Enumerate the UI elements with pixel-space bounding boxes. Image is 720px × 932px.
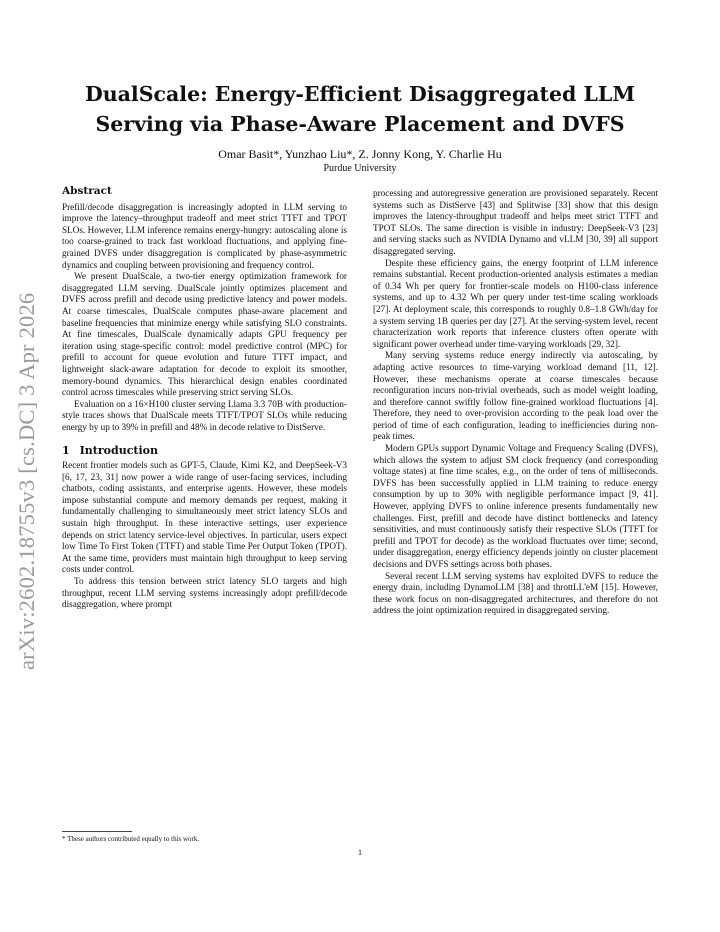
affiliation: Purdue University (323, 163, 397, 174)
section-heading-introduction (62, 445, 347, 457)
body-paragraph: To address this tension between strict latency SLO targets and high throughput, recent LLM serving systems increasingly adopt prefill/decode disaggregation, where prompt (62, 576, 347, 610)
body-paragraph: Modern GPUs support Dynamic Voltage and Frequency Scaling (DVFS), which allows the system to adjust SM clock frequency (and corresponding voltage states) at fine time scales, e.g., on the order of tens of milliseconds. DVFS has been successfully applied in LLM training to reduce energy consumption by up to 30% with negligible performance impact [9, 41]. However, applying DVFS to online inference presents fundamentally new challenges. First, prefill and decode have distinct bottlenecks and latency sensitivities, and must continuously satisfy their respective SLOs (TTFT for prefill and TPOT for decode) as the workload fluctuates over time; second, under disaggregation, energy efficiency depends jointly on cluster placement decisions and DVFS settings across both phases. (373, 443, 658, 569)
section-title: Introduction (79, 444, 158, 458)
abstract-paragraph: Prefill/decode disaggregation is increasingly adopted in LLM serving to improve the latency–throughput tradeoff and meet strict TTFT and TPOT SLOs. However, LLM inference remains energy-hungry: autoscaling alone is too coarse-grained to track fast workload fluctuations, and applying fine-grained DVFS under disaggregation is complicated by phase-asymmetric dynamics and coupling between provisioning and frequency control. (62, 201, 347, 270)
abstract-heading: Abstract (62, 185, 112, 197)
abstract-paragraph: We present DualScale, a two-tier energy optimization framework for disaggregated LLM serving. DualScale jointly optimizes placement and DVFS across prefill and decode using predictive latency and power models. At coarse timescales, DualScale computes phase-aware placement and baseline frequencies that minimize energy while satisfying SLO constraints. At fine timescales, DualScale dynamically adapts GPU frequency per iteration using stage-specific control: model predictive control (MPC) for prefill to account for queue evolution and future TTFT impact, and lightweight slack-aware adaptation for decode to exploit its smoother, memory-bound dynamics. This hierarchical design enables coordinated control across timescales while preserving strict serving SLOs. (62, 271, 347, 398)
abstract-paragraph: Evaluation on a 16×H100 cluster serving Llama 3.3 70B with production-style traces shows that DualScale meets TTFT/TPOT SLOs while reducing energy by up to 39% in prefill and 48% in decode relative to DistServe. (62, 398, 347, 432)
author-list: Omar Basit*, Yunzhao Liu*, Z. Jonny Kong, Y. Charlie Hu (218, 147, 502, 161)
body-paragraph: Many serving systems reduce energy indirectly via autoscaling, by adapting active resources to time-varying workload demand [11, 12]. However, these mechanisms operate at coarse timescales because reconfiguration incurs non-trivial overheads, such as model weight loading, and therefore cannot swiftly follow fine-grained workload fluctuations [4]. Therefore, they need to over-provision according to the peak load over the period of time of each configuration, leading to inefficiencies during non-peak times. (373, 350, 658, 442)
section-number: 1 (62, 444, 70, 458)
left-column (62, 186, 347, 611)
footnote-divider (62, 831, 132, 832)
paper-title: DualScale: Energy-Efficient Disaggregated LLM Serving via Phase-Aware Placement and DVFS (84, 82, 636, 136)
page-number: 1 (358, 848, 362, 857)
body-paragraph: processing and autoregressive generation are provisioned separately. Recent systems such as DistServe [43] and Splitwise [33] show that this design improves the latency-throughput tradeoff and helps meet strict TTFT and TPOT SLOs. The same direction is visible in industry: DeepSeek-V3 [23] and serving stacks such as NVIDIA Dynamo and vLLM [30, 39] all support disaggregated serving. (373, 188, 658, 256)
footnote: * These authors contributed equally to this work. (62, 835, 200, 843)
body-paragraph: Recent frontier models such as GPT-5, Claude, Kimi K2, and DeepSeek-V3 [6, 17, 23, 31] now power a wide range of user-facing services, including chatbots, coding assistants, and enterprise agents. However, these models impose substantial compute and memory demands per request, making it fundamentally challenging to simultaneously meet strict latency SLOs and sustain high throughput. In these interactive settings, user experience depends on strict latency service-level objectives. In particular, users expect low Time To First Token (TTFT) and stable Time Per Output Token (TPOT). At the same time, providers must maintain high throughput to keep serving costs under control. (62, 460, 347, 575)
right-column (373, 188, 658, 617)
body-paragraph: Several recent LLM serving systems hav exploited DVFS to reduce the energy drain, including DynamoLLM [38] and throttLL'eM [15]. However, these work focus on non-disaggregated architectures, and therefore do not address the joint optimization required in disaggregated serving. (373, 570, 658, 616)
arxiv-identifier: arXiv:2602.18755v3 [cs.DC] 3 Apr 2026 (14, 292, 39, 670)
body-paragraph: Despite these efficiency gains, the energy footprint of LLM inference remains substantial. Recent production-oriented analysis estimates a median of 0.34 Wh per query for frontier-scale models on H100-class inference systems, and up to 4.32 Wh per query under test-time scaling workloads [27]. At deployment scale, this corresponds to roughly 0.8–1.8 GWh/day for a system serving 1B queries per day [27]. At the serving-system level, recent characterization work reports that inference clusters often operate with significant power overhead under time-varying workloads [29, 32]. (373, 257, 658, 349)
